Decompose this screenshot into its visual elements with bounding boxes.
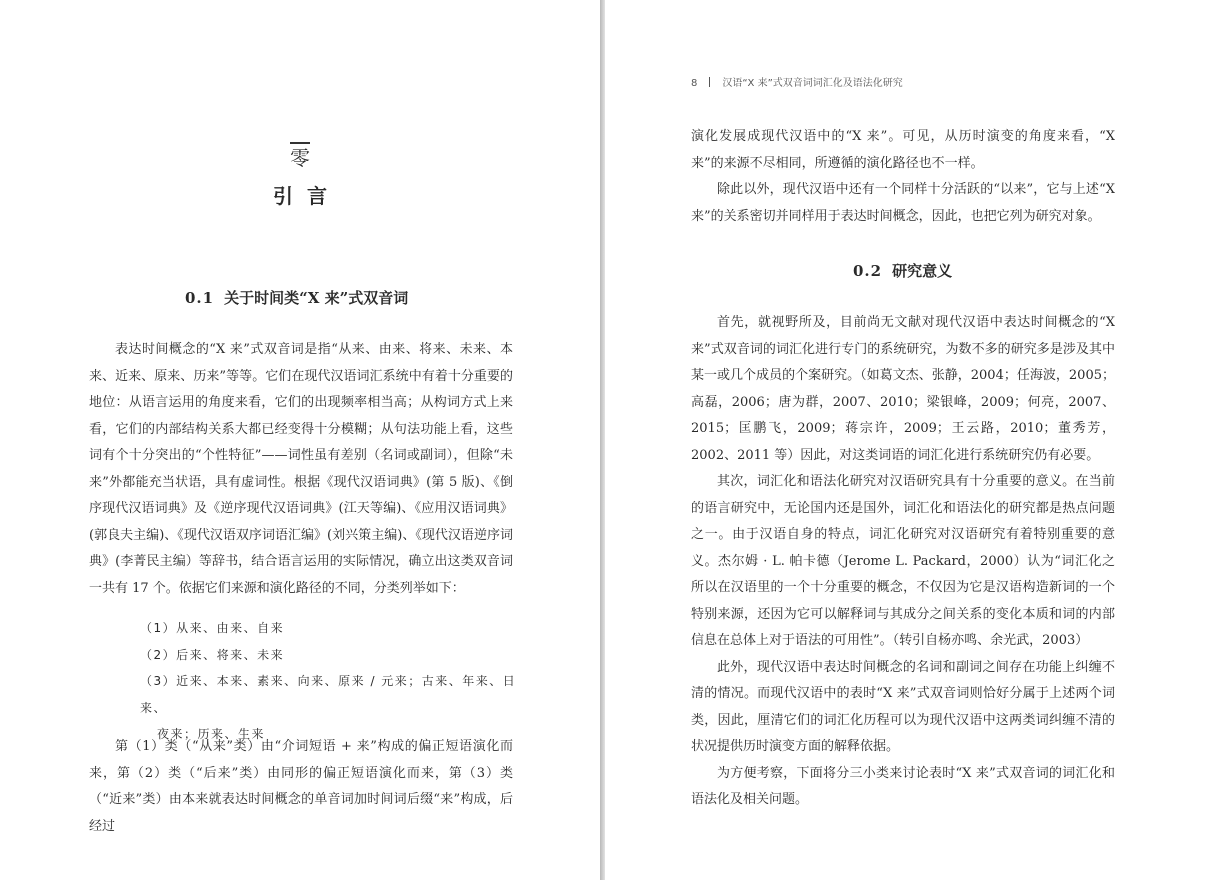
list-item: （3）近来、本来、素来、向来、原来 / 元来；古来、年来、日来、	[140, 674, 517, 715]
category-list	[140, 615, 520, 748]
header-separator	[709, 77, 710, 87]
paragraph: 为方便考察，下面将分三小类来讨论表时“X 来”式双音词的词汇化和语法化及相关问题。	[691, 765, 1115, 807]
list-item-continued: 夜来；历来、生来	[157, 727, 266, 741]
section-number: 0.1	[185, 289, 215, 307]
intro-paragraph: 表达时间概念的“X 来”式双音词是指“从来、由来、将来、未来、本来、近来、原来、历来”等等。它们在现代汉语词汇系统中有着十分重要的地位：从语言运用的角度来看，它们的出现频率相当高；从构词方式上来看，它们的内部结构关系大都已经变得十分模糊；从句法功能上看，这些词有个十分突出的“个性特征”——词性虽有差别（名词或副词），但除“未来”外都能充当状语，具有虚词性。根据《现代汉语词典》(第 5 版)、《倒序现代汉语词典》及《逆序现代汉语词典》(江天等编)、《应用汉语词典》(郭良夫主编)、《现代汉语双序词语汇编》(刘兴策主编)、《现代汉语逆序词典》(李菁民主编）等辞书，结合语言运用的实际情况，确立出这类双音词一共有 17 个。依据它们来源和演化路径的不同，分类列举如下：	[89, 342, 513, 596]
right-page	[605, 0, 1215, 880]
running-title: 汉语“X 来”式双音词词汇化及语法化研究	[722, 78, 903, 89]
page-number: 8	[691, 78, 698, 89]
left-page	[0, 0, 600, 880]
section-number: 0.2	[853, 262, 883, 280]
continued-paragraph: 演化发展成现代汉语中的“X 来”。可见，从历时演变的角度来看，“X 来”的来源不尽相同，所遵循的演化路径也不一样。	[691, 129, 1115, 171]
paragraph: 其次，词汇化和语法化研究对汉语研究具有十分重要的意义。在当前的语言研究中，无论国内还是国外，词汇化和语法化的研究都是热点问题之一。由于汉语自身的特点，词汇化研究对汉语研究有着特别重要的意义。杰尔姆 · L. 帕卡德（Jerome L. Packard，2000）认为“词汇化之所以在汉语里的一个十分重要的概念，不仅因为它是汉语构造新词的一个特别来源，还因为它可以解释词与其成分之间关系的变化本质和词的内部信息在总体上对于语法的可用性”。（转引自杨亦鸣、余光武，2003）	[691, 474, 1115, 648]
section-title-text: 研究意义	[892, 262, 953, 280]
section-title-text: 关于时间类“X 来”式双音词	[224, 289, 409, 307]
closing-paragraph-block	[89, 734, 513, 840]
list-item: （1）从来、由来、自来	[140, 621, 285, 635]
list-item: （2）后来、将来、未来	[140, 647, 285, 662]
paragraph: 首先，就视野所及，目前尚无文献对现代汉语中表达时间概念的“X 来”式双音词的词汇化进行专门的系统研究，为数不多的研究多是涉及其中某一或几个成员的个案研究。（如葛文杰、张静，2004；任海波，2005；高磊，2006；唐为群，2007、2010；梁银峰，2009；何亮，2007、2015；匡鹏飞，2009；蒋宗许，2009；王云路，2010；董秀芳，2002、2011 等）因此，对这类词语的词汇化进行系统研究仍有必要。	[691, 315, 1115, 463]
closing-paragraph: 第（1）类（“从来”类）由“介词短语 + 来”构成的偏正短语演化而来，第（2）类（“后来”类）由同形的偏正短语演化而来，第（3）类（“近来”类）由本来就表达时间概念的单音词加时间词后缀“来”构成，后经过	[89, 739, 513, 834]
chapter-title: 引言	[273, 184, 341, 208]
chapter-number-text: 零	[290, 142, 310, 171]
paragraph: 此外，现代汉语中表达时间概念的名词和副词之间存在功能上纠缠不清的情况。而现代汉语中的表时“X 来”式双音词则恰好分属于上述两个词类，因此，厘清它们的词汇化历程可以为现代汉语中这两类词纠缠不清的状况提供历时演变方面的解释依据。	[691, 659, 1115, 754]
section-heading-0-2	[853, 260, 952, 281]
continued-text-block	[691, 124, 1115, 230]
intro-paragraph-block	[89, 337, 513, 602]
chapter-number	[0, 142, 600, 171]
section-heading-0-1	[185, 287, 408, 308]
research-significance-block	[691, 310, 1115, 814]
running-header	[691, 74, 903, 89]
paragraph: 除此以外，现代汉语中还有一个同样十分活跃的“以来”，它与上述“X 来”的关系密切并同样用于表达时间概念，因此，也把它列为研究对象。	[691, 182, 1115, 224]
